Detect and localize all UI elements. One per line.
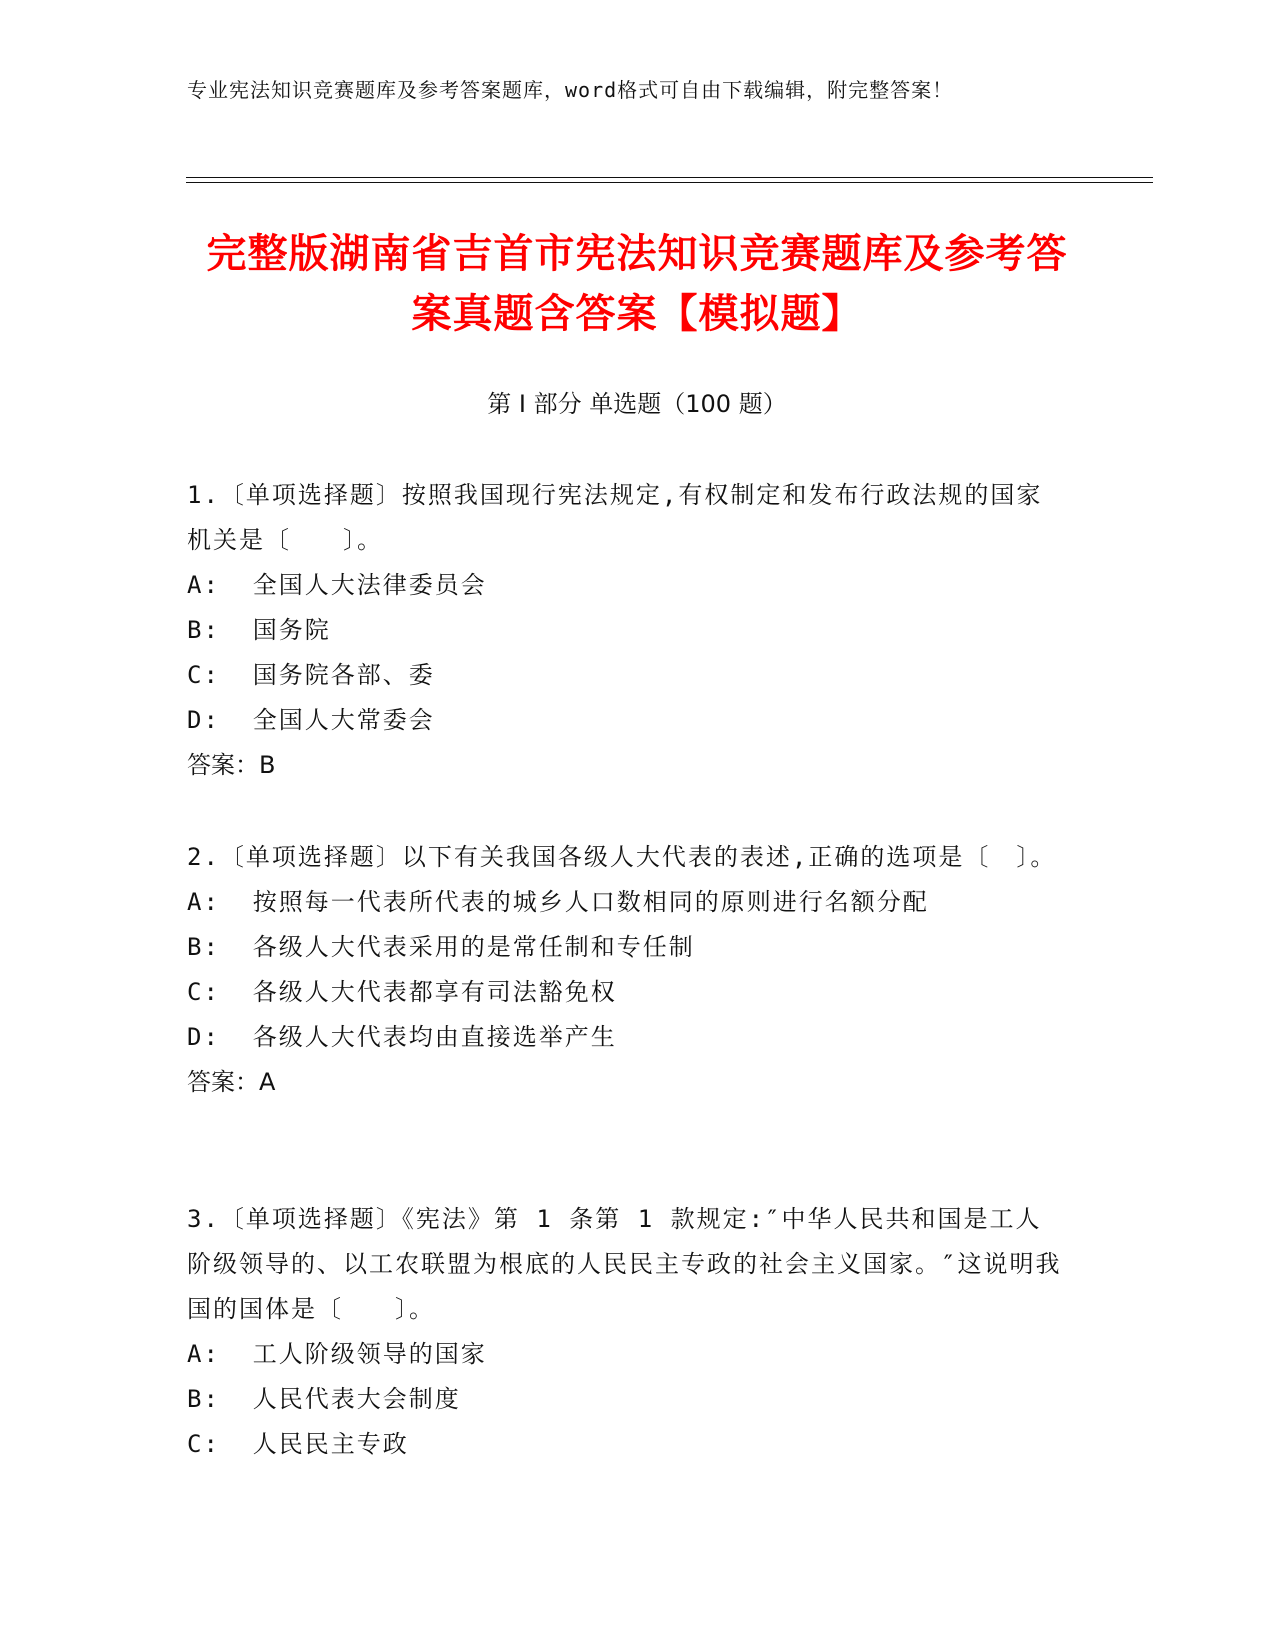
document-title: 完整版湖南省吉首市宪法知识竞赛题库及参考答案真题含答案【模拟题】	[206, 231, 1068, 337]
header-divider-top	[186, 177, 1153, 178]
option-a: A: 全国人大法律委员会	[187, 571, 487, 599]
answer-label: 答案：B	[187, 751, 276, 779]
option-a: A: 按照每一代表所代表的城乡人口数相同的原则进行名额分配	[187, 888, 929, 916]
question-stem: 1.〔单项选择题〕按照我国现行宪法规定,有权制定和发布行政法规的国家机关是〔 〕。	[187, 481, 1043, 554]
option-b: B: 人民代表大会制度	[187, 1385, 461, 1413]
question-stem: 2.〔单项选择题〕以下有关我国各级人大代表的表述,正确的选项是〔 〕。	[187, 843, 1057, 871]
option-d: D: 全国人大常委会	[187, 706, 435, 734]
option-c: C: 国务院各部、委	[187, 661, 435, 689]
question-1	[187, 473, 1067, 788]
header-note: 专业宪法知识竞赛题库及参考答案题库，word格式可自由下载编辑，附完整答案！	[187, 78, 954, 102]
option-b: B: 各级人大代表采用的是常任制和专任制	[187, 933, 695, 961]
option-c: C: 各级人大代表都享有司法豁免权	[187, 978, 617, 1006]
option-c: C: 人民民主专政	[187, 1430, 409, 1458]
header-divider-bottom	[186, 182, 1153, 183]
answer-label: 答案：A	[187, 1068, 276, 1096]
option-b: B: 国务院	[187, 616, 331, 644]
option-d: D: 各级人大代表均由直接选举产生	[187, 1023, 617, 1051]
question-2	[187, 835, 1067, 1105]
option-a: A: 工人阶级领导的国家	[187, 1340, 487, 1368]
section-title: 第 I 部分 单选题（100 题）	[487, 390, 787, 418]
question-3	[187, 1197, 1067, 1467]
question-stem: 3.〔单项选择题〕《宪法》第 1 条第 1 款规定:″中华人民共和国是工人阶级领导的、以工农联盟为根底的人民民主专政的社会主义国家。″这说明我国的国体是〔 〕。	[187, 1205, 1062, 1323]
